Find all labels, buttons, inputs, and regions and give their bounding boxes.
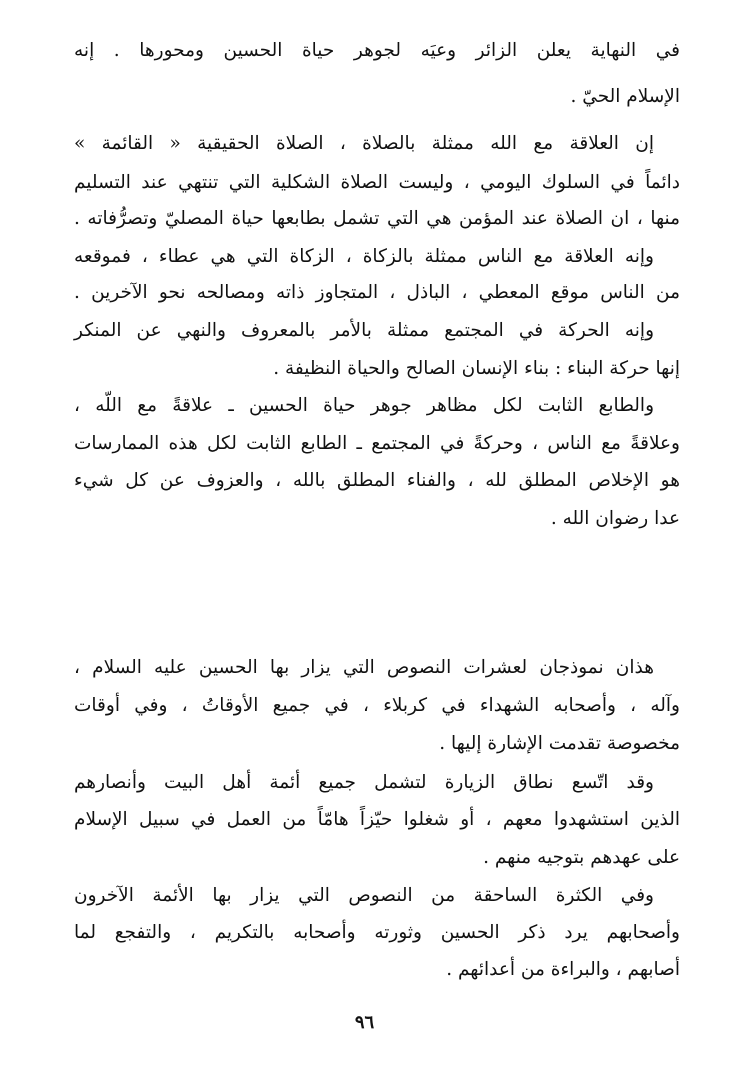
text-line: الإسلام الحيّ . — [570, 86, 680, 107]
text-line: وقد اتّسع نطاق الزيارة لتشمل جميع أئمة أهل البيت وأنصارهم — [74, 772, 654, 793]
text-line: إن العلاقة مع الله ممثلة بالصلاة ، الصلاة الحقيقية « القائمة » — [74, 133, 654, 154]
text-line: وإنه الحركة في المجتمع ممثلة بالأمر بالمعروف والنهي عن المنكر — [74, 320, 654, 341]
text-line: وعلاقةً مع الناس ، وحركةً في المجتمع ـ الطابع الثابت لكل هذه الممارسات — [74, 433, 680, 454]
text-line: في النهاية يعلن الزائر وعيَه لجوهر حياة الحسين ومحورها . إنه — [74, 40, 680, 61]
text-line: الذين استشهدوا معهم ، أو شغلوا حيّزاً هامّاً من العمل في سبيل الإسلام — [74, 809, 680, 830]
text-line: وفي الكثرة الساحقة من النصوص التي يزار بها الأئمة الآخرون — [74, 885, 654, 906]
text-line: وإنه العلاقة مع الناس ممثلة بالزكاة ، الزكاة التي هي عطاء ، فموقعه — [74, 246, 654, 267]
text-line: والطابع الثابت لكل مظاهر جوهر حياة الحسين ـ علاقةً مع اللّه ، — [74, 395, 654, 416]
text-line: مخصوصة تقدمت الإشارة إليها . — [439, 733, 680, 754]
text-line: على عهدهم بتوجيه منهم . — [483, 847, 680, 868]
text-line: إنها حركة البناء : بناء الإنسان الصالح والحياة النظيفة . — [273, 358, 680, 379]
text-line: أصابهم ، والبراءة من أعدائهم . — [446, 959, 680, 980]
text-line: منها ، ان الصلاة عند المؤمن هي التي تشمل بطابعها حياة المصليّ وتصرُّفاته . — [74, 208, 680, 229]
text-line: وآله ، وأصحابه الشهداء في كربلاء ، في جميع الأوقاتُ ، وفي أوقات — [74, 695, 680, 716]
text-line: من الناس موقع المعطي ، الباذل ، المتجاوز ذاته ومصالحه نحو الآخرين . — [74, 282, 680, 303]
text-line: وأصحابهم يرد ذكر الحسين وثورته وأصحابه بالتكريم ، والتفجع لما — [74, 922, 680, 943]
text-line: هو الإخلاص المطلق لله ، والفناء المطلق بالله ، والعزوف عن كل شيء — [74, 470, 680, 491]
text-line: هذان نموذجان لعشرات النصوص التي يزار بها الحسين عليه السلام ، — [74, 657, 654, 678]
page-number: ٩٦ — [354, 1012, 375, 1033]
text-line: دائماً في السلوك اليومي ، وليست الصلاة الشكلية التي تنتهي عند التسليم — [74, 172, 680, 193]
text-line: عدا رضوان الله . — [550, 508, 680, 529]
